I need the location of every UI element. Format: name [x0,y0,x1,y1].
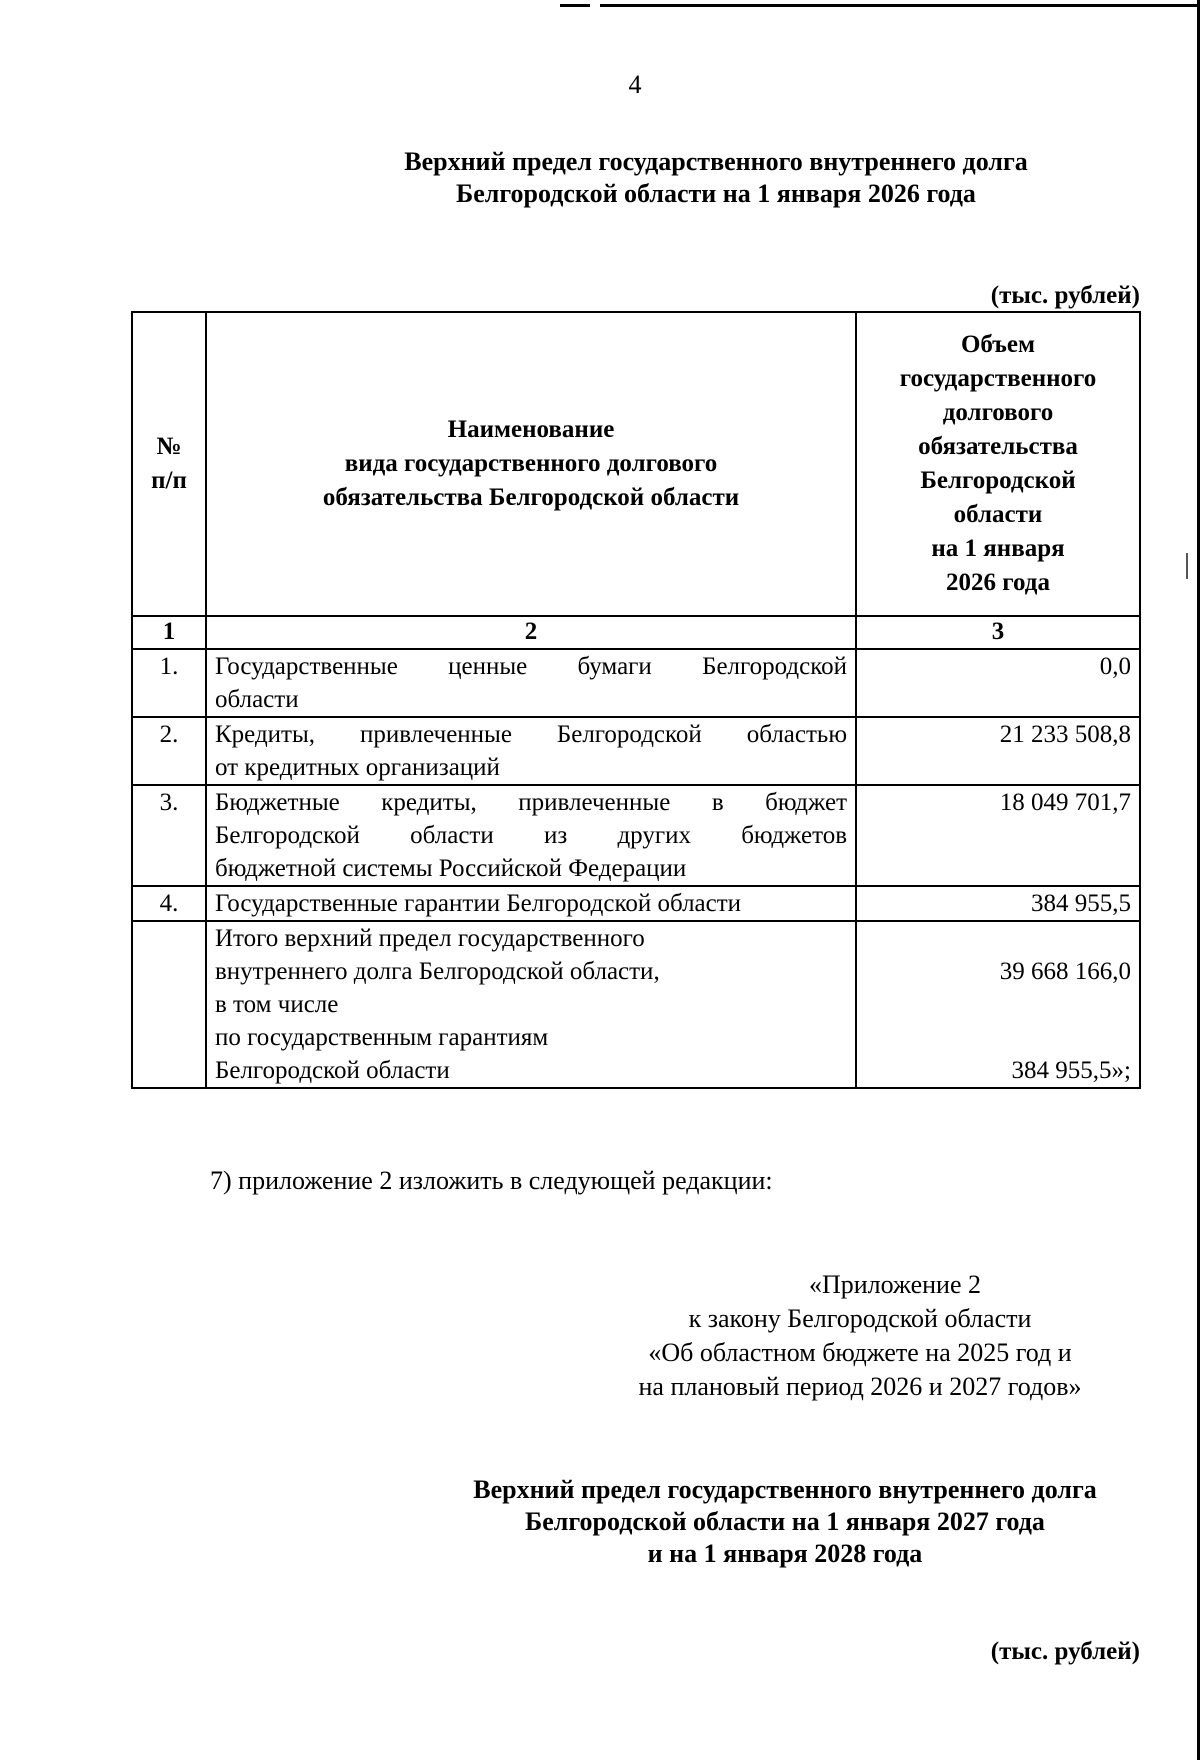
row-name-line: Кредиты, привлеченные Белгородской областью [215,721,847,748]
title-line: Белгородской области на 1 января 2026 года [456,179,976,208]
row-name [206,886,856,921]
header-volume [856,312,1140,616]
total-name-line: Итого верхний предел государственного [215,925,645,952]
total-value-cell [856,921,1140,1088]
table-row [132,886,1140,921]
appendix-line: «Об областном бюджете на 2025 год и [648,1338,1072,1367]
column-number: 3 [856,616,1140,649]
row-index: 3. [132,785,206,886]
header-line: обязательства Белгородской области [322,484,740,511]
row-name-line: от кредитных организаций [215,754,500,781]
table-header-row [132,312,1140,616]
section2-title [0,1474,1200,1570]
total-value: 39 668 166,0 [999,958,1131,985]
row-index: 4. [132,886,206,921]
header-line: Объем [960,331,1036,358]
total-name-line: по государственным гарантиям [215,1024,549,1051]
total-name-line: в том числе [215,991,339,1018]
title-line: и на 1 января 2028 года [647,1539,923,1568]
appendix-line: «Приложение 2 [808,1270,982,1299]
header-line: государственного [899,365,1097,392]
row-name-line: бюджетной системы Российской Федерации [215,855,687,882]
row-name-line: Государственные ценные бумаги Белгородской [215,653,847,680]
section1-title [0,146,1200,210]
row-name-line: Белгородской области из других бюджетов [215,822,847,849]
row-value: 21 233 508,8 [856,717,1140,785]
total-name [206,921,856,1088]
table-row [132,649,1140,717]
header-name [206,312,856,616]
table-row [132,717,1140,785]
header-line: Белгородской [920,467,1076,494]
header-line: на 1 января [931,535,1065,562]
header-line: Наименование [447,416,615,443]
appendix-line: на плановый период 2026 и 2027 годов» [638,1372,1082,1401]
units-label: (тыс. рублей) [990,1638,1140,1665]
row-name-line: Государственные гарантии Белгородской области [215,890,742,917]
row-value: 18 049 701,7 [856,785,1140,886]
row-value: 0,0 [856,649,1140,717]
table-total-row [132,921,1140,1088]
appendix-line: к закону Белгородской области [688,1304,1032,1333]
row-name-line: Бюджетные кредиты, привлеченные в бюджет [215,789,847,816]
total-index [132,921,206,1088]
column-number: 1 [132,616,206,649]
units-label: (тыс. рублей) [990,282,1140,309]
column-number: 2 [206,616,856,649]
header-line: вида государственного долгового [344,450,718,477]
header-line: 2026 года [946,569,1050,596]
total-name-line: внутреннего долга Белгородской области, [215,958,660,985]
header-line: № [156,433,182,460]
scan-line [600,4,1200,7]
row-name [206,785,856,886]
row-name [206,717,856,785]
header-line: обязательства [918,433,1078,460]
title-line: Верхний предел государственного внутреннего долга [404,147,1028,176]
column-number-row [132,616,1140,649]
header-line: п/п [151,467,187,494]
header-line: долгового [942,399,1054,426]
title-line: Белгородской области на 1 января 2027 года [525,1507,1045,1536]
title-line: Верхний предел государственного внутреннего долга [473,1475,1097,1504]
header-line: области [953,501,1043,528]
guarantees-value: 384 955,5»; [1011,1057,1131,1084]
row-name-line: области [215,686,299,713]
row-index: 2. [132,717,206,785]
row-value: 384 955,5 [856,886,1140,921]
row-name [206,649,856,717]
scan-line [560,4,590,7]
scan-top-edge [0,0,1200,10]
page-number: 4 [628,70,642,99]
total-name-line: Белгородской области [215,1057,450,1084]
appendix-heading [580,1268,1140,1404]
debt-table [131,311,1141,1089]
amendment-text: 7) приложение 2 изложить в следующей редакции: [210,1166,773,1195]
header-number [132,312,206,616]
scan-mark [1186,553,1188,579]
row-index: 1. [132,649,206,717]
table-row [132,785,1140,886]
